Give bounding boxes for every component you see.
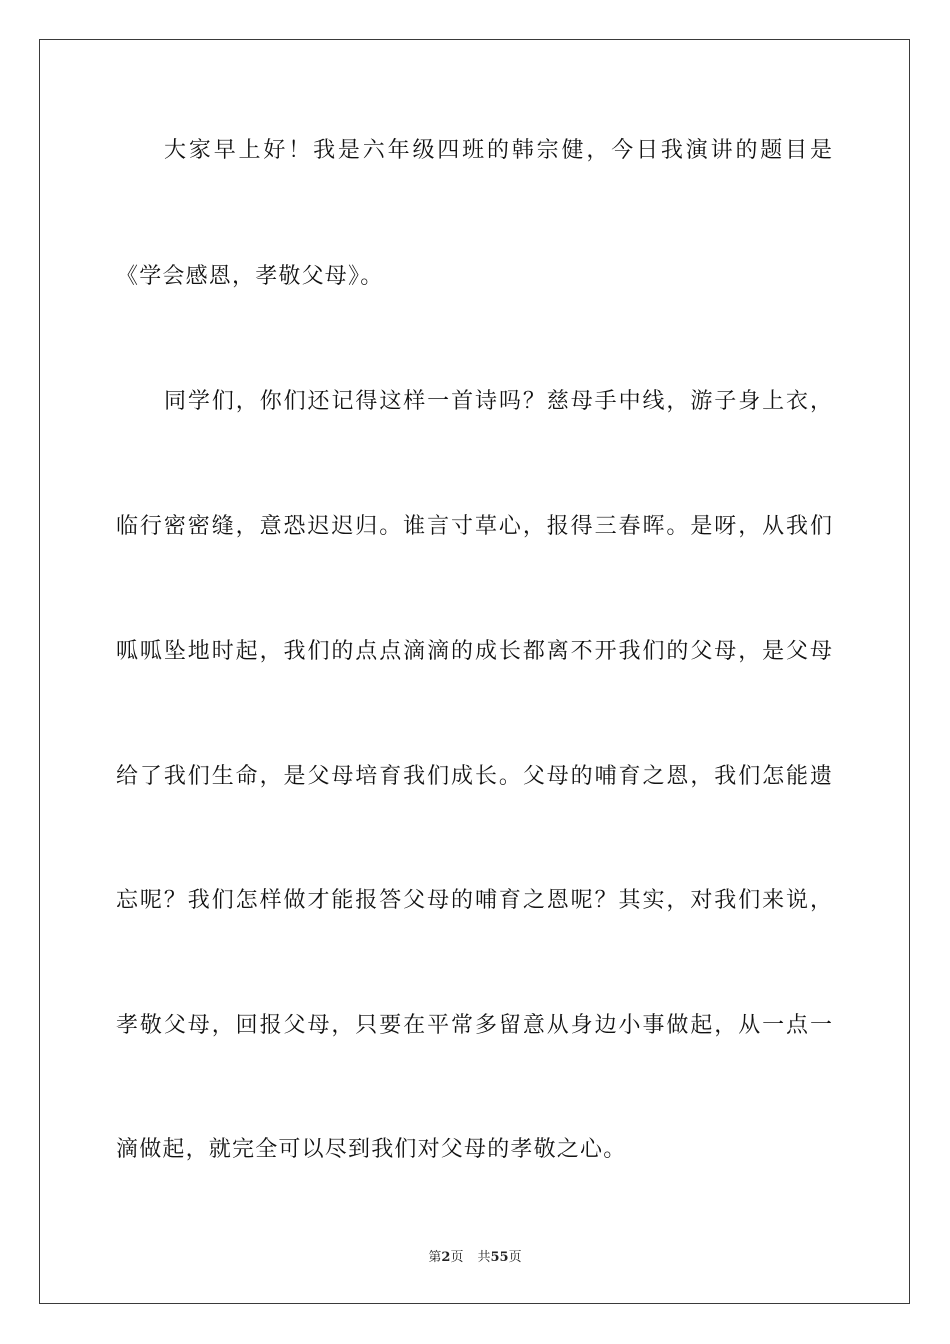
footer-total-suffix: 页 [508, 1250, 522, 1265]
paragraph-2-line-4: 给了我们生命，是父母培育我们成长。父母的哺育之恩，我们怎能遗 [116, 764, 832, 789]
page-border [39, 39, 910, 1304]
footer-total-prefix: 共 [477, 1250, 491, 1265]
footer-page-suffix: 页 [450, 1250, 464, 1265]
footer-page-prefix: 第 [428, 1250, 442, 1265]
paragraph-2-line-3: 呱呱坠地时起，我们的点点滴滴的成长都离不开我们的父母，是父母 [116, 639, 832, 664]
paragraph-1-line-2: 《学会感恩，孝敬父母》。 [116, 264, 384, 289]
footer-total-pages: 55 [490, 1250, 509, 1265]
paragraph-2-line-7: 滴做起，就完全可以尽到我们对父母的孝敬之心。 [116, 1137, 627, 1162]
footer-page-number: 2 [441, 1250, 451, 1265]
page-footer [0, 1246, 950, 1265]
paragraph-2-line-5: 忘呢？我们怎样做才能报答父母的哺育之恩呢？其实，对我们来说， [116, 888, 832, 913]
paragraph-1-line-1: 大家早上好！我是六年级四班的韩宗健，今日我演讲的题目是 [164, 138, 832, 163]
paragraph-2-line-2: 临行密密缝，意恐迟迟归。谁言寸草心，报得三春晖。是呀，从我们 [116, 514, 832, 539]
paragraph-2-line-6: 孝敬父母，回报父母，只要在平常多留意从身边小事做起，从一点一 [116, 1013, 832, 1038]
paragraph-2-line-1: 同学们，你们还记得这样一首诗吗？慈母手中线，游子身上衣， [164, 389, 832, 414]
